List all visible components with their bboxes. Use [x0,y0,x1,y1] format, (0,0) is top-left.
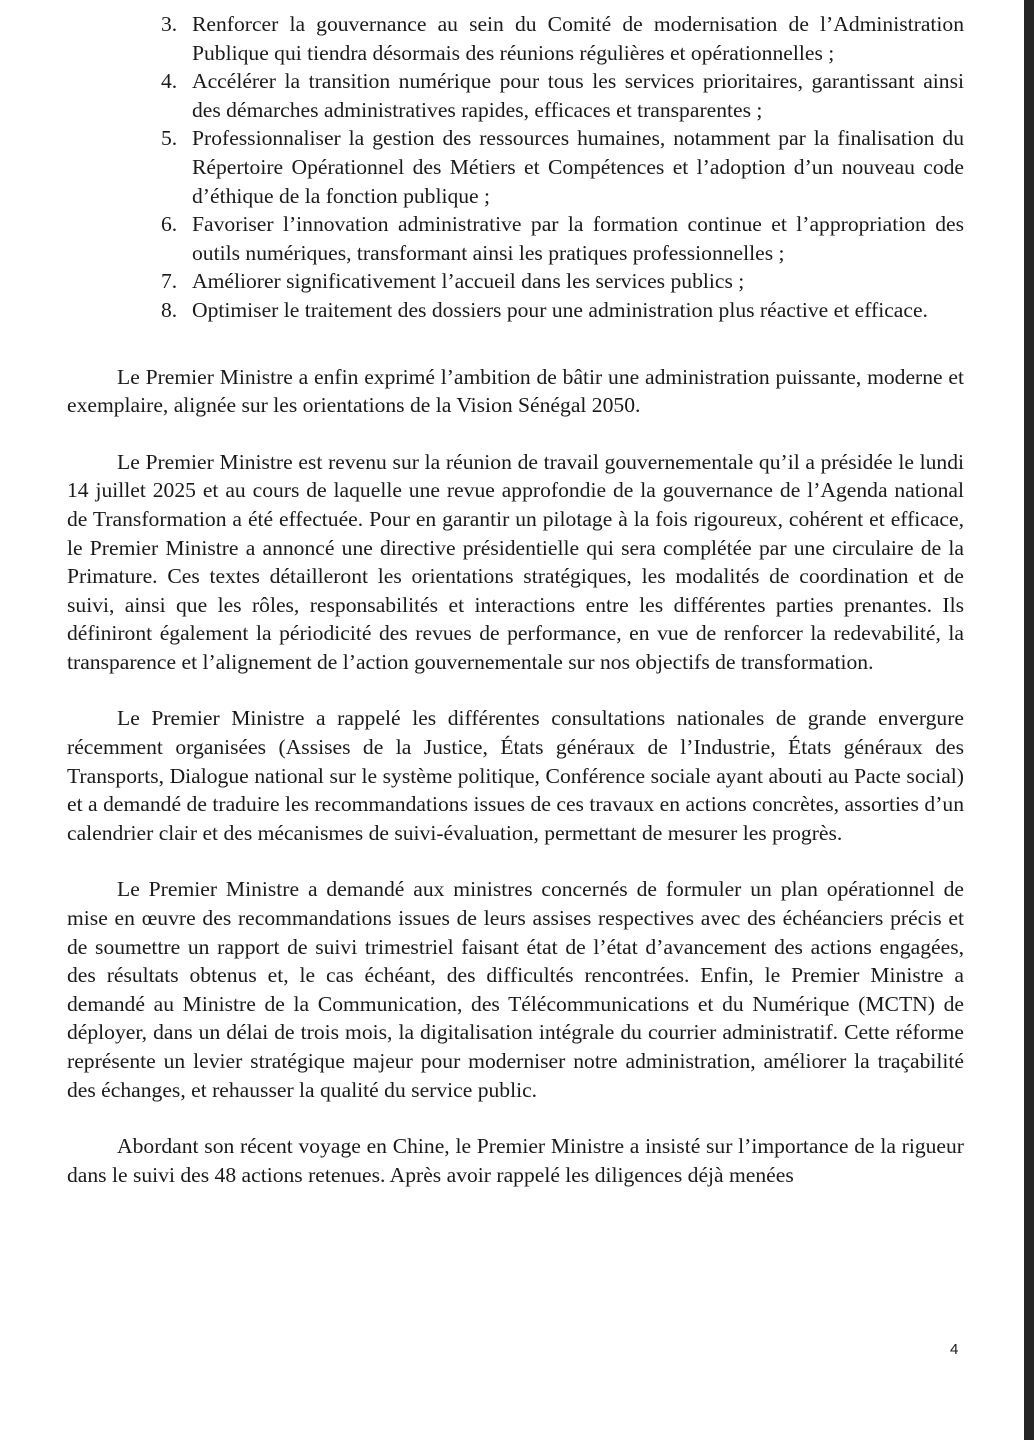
paragraph-china-trip: Abordant son récent voyage en Chine, le Premier Ministre a insisté sur l’importance de la rigueur dans le suivi des 48 actions retenues. Après avoir rappelé les diligences déjà menées [67,1134,964,1187]
list-item [67,210,964,267]
list-item-text: Optimiser le traitement des dossiers pour une administration plus réactive et efficace. [192,297,928,322]
list-item [67,67,964,124]
list-item-number: 8. [161,297,178,322]
document-body [67,10,964,1189]
list-item-number: 5. [161,126,178,151]
paragraph-national-consultations: Le Premier Ministre a rappelé les différentes consultations nationales de grande envergure récemment organisées (Assises de la Justice, États généraux de l’Industrie, États généraux des Transports, Dialogue national sur le système politique, Conférence sociale ayant abouti au Pacte social) et a demandé de traduire les recommandations issues de ces travaux en actions concrètes, assorties d’un calendrier clair et des mécanismes de suivi-évaluation, permettant de mesurer les progrès. [67,706,964,845]
list-item-text: Favoriser l’innovation administrative par la formation continue et l’appropriation des outils numériques, transformant ainsi les pratiques professionnelles ; [192,212,964,265]
list-item-number: 3. [161,12,178,36]
list-item [67,124,964,210]
list-item [67,267,964,296]
numbered-list [67,10,964,325]
paragraph-vision-2050: Le Premier Ministre a enfin exprimé l’ambition de bâtir une administration puissante, moderne et exemplaire, alignée sur les orientations de la Vision Sénégal 2050. [67,364,964,418]
list-item-number: 6. [161,212,178,237]
list-item-number: 7. [161,269,178,294]
list-item-text: Accélérer la transition numérique pour tous les services prioritaires, garantissant ainsi des démarches administratives rapides, efficaces et transparentes ; [192,69,964,122]
paragraph-agenda-governance: Le Premier Ministre est revenu sur la réunion de travail gouvernementale qu’il a présidée le lundi 14 juillet 2025 et au cours de laquelle une revue approfondie de la gouvernance de l’Agenda national de Transformation a été effectuée. Pour en garantir un pilotage à la fois rigoureux, cohérent et efficace, le Premier Ministre a annoncé une directive présidentielle qui sera complétée par une circulaire de la Primature. Ces textes détailleront les orientations stratégiques, les modalités de coordination et de suivi, ainsi que les rôles, responsabilités et interactions entre les différentes parties prenantes. Ils définiront également la périodicité des revues de performance, en vue de renforcer la redevabilité, la transparence et l’alignement de l’action gouvernementale sur nos objectifs de transformation. [67,449,964,674]
list-item [67,10,964,67]
list-item-text: Améliorer significativement l’accueil dans les services publics ; [192,269,745,294]
page-number: 4 [950,1341,959,1358]
dark-page-edge [1024,0,1034,1440]
list-item-text: Professionnaliser la gestion des ressources humaines, notamment par la finalisation du Répertoire Opérationnel des Métiers et Compétences et l’adoption d’un nouveau code d’éthique de la fonction publique ; [192,126,964,208]
list-item-number: 4. [161,69,178,94]
list-item [67,296,964,325]
paragraph-operational-plan: Le Premier Ministre a demandé aux ministres concernés de formuler un plan opérationnel de mise en œuvre des recommandations issues de leurs assises respectives avec des échéanciers précis et de soumettre un rapport de suivi trimestriel faisant état de l’état d’avancement des actions engagées, des résultats obtenus et, le cas échéant, des difficultés rencontrées. Enfin, le Premier Ministre a demandé au Ministre de la Communication, des Télécommunications et du Numérique (MCTN) de déployer, dans un délai de trois mois, la digitalisation intégrale du courrier administratif. Cette réforme représente un levier stratégique majeur pour moderniser notre administration, améliorer la traçabilité des échanges, et rehausser la qualité du service public. [67,877,964,1102]
list-item-text: Renforcer la gouvernance au sein du Comité de modernisation de l’Administration Publique qui tiendra désormais des réunions régulières et opérationnelles ; [192,12,964,65]
